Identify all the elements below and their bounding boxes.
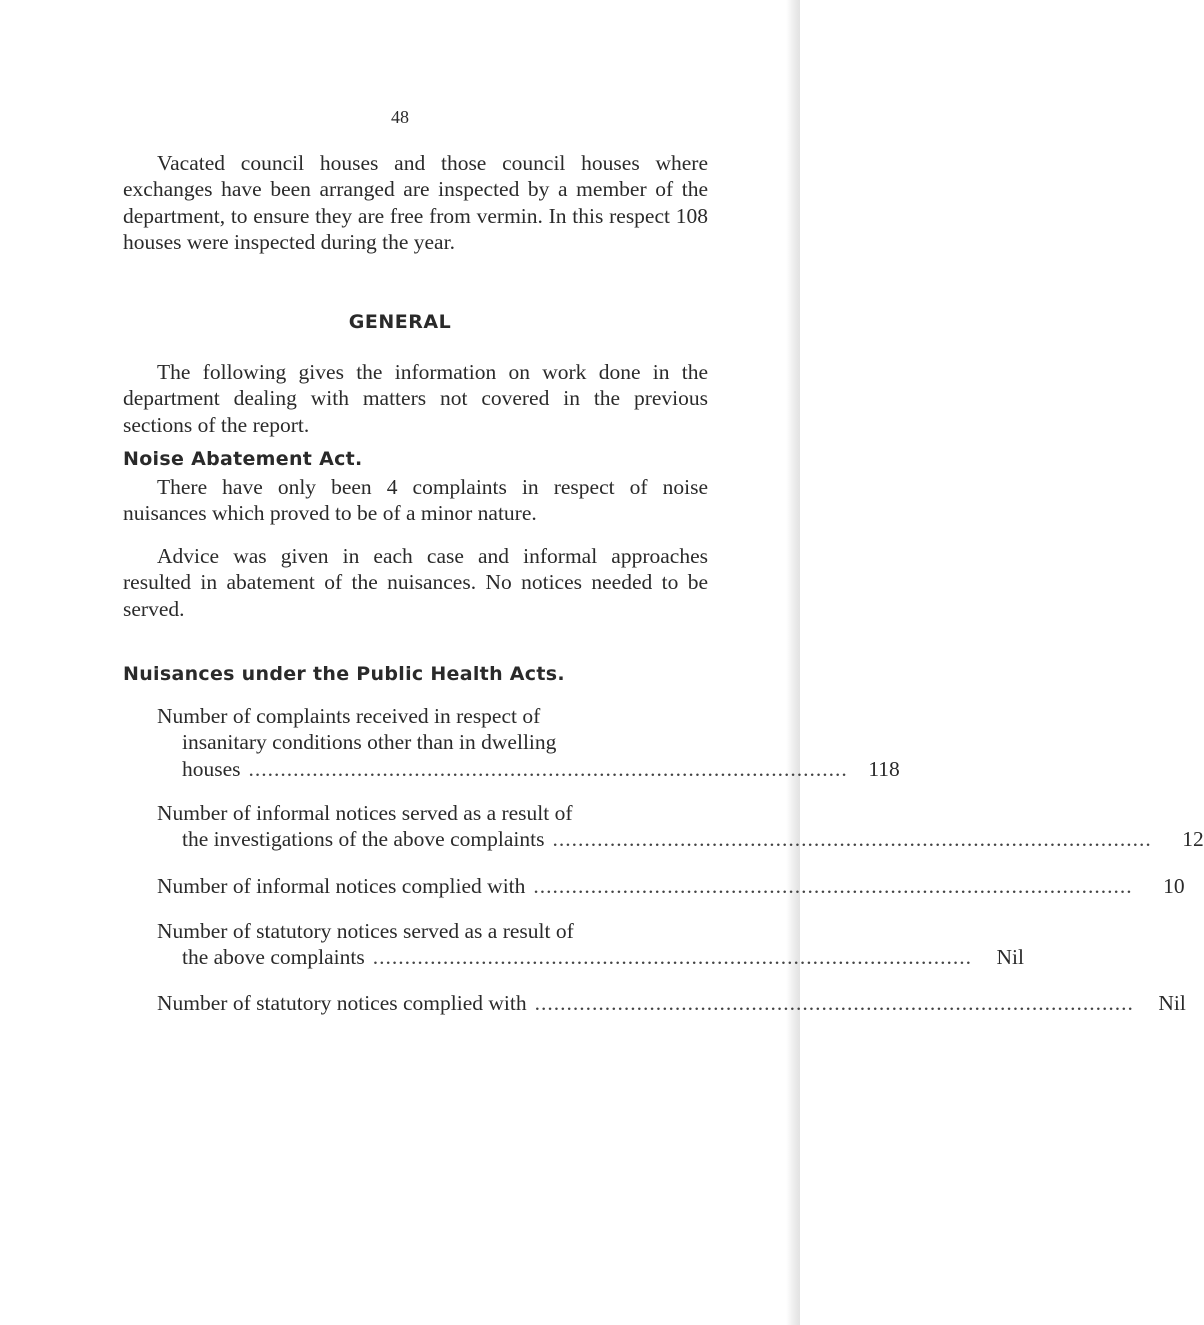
list-item-label: the investigations of the above complaints <box>182 827 545 852</box>
general-paragraph <box>123 359 708 438</box>
list-item-value: 12 <box>1182 827 1204 852</box>
list-item-statutory-notices-served <box>157 918 1024 971</box>
list-item-last-line <box>157 990 1186 1016</box>
list-item-label: Number of informal notices complied with <box>157 874 526 898</box>
list-item-label: houses <box>182 756 241 781</box>
dot-leader: .............................................................................................. <box>533 874 1133 898</box>
list-item-label: Number of statutory notices complied with <box>157 991 527 1015</box>
general-heading: GENERAL <box>348 311 452 333</box>
noise-paragraph-2 <box>123 543 708 622</box>
list-item-value: 118 <box>868 756 900 781</box>
dot-leader: .............................................................................................. <box>534 991 1134 1015</box>
list-item-line: Number of complaints received in respect of <box>157 704 541 728</box>
list-item-last-line <box>157 944 1024 970</box>
dot-leader: .............................................................................................. <box>552 827 1152 852</box>
list-item-informal-notices-complied <box>157 873 1185 899</box>
dot-leader: .............................................................................................. <box>372 945 972 970</box>
page-number: 48 <box>391 107 409 127</box>
noise-paragraph-1-text: There have only been 4 complaints in respect of noise nuisances which proved to be of a minor nature. <box>123 475 708 526</box>
general-paragraph-text: The following gives the information on work done in the department dealing with matters not covered in the previous sections of the report. <box>123 360 708 437</box>
noise-paragraph-2-text: Advice was given in each case and informal approaches resulted in abatement of the nuisances. No notices needed to be served. <box>123 544 708 621</box>
noise-abatement-heading: Noise Abatement Act. <box>123 448 363 470</box>
list-item-line: insanitary conditions other than in dwelling <box>182 730 557 755</box>
page-edge-shadow <box>786 0 800 1325</box>
list-item-last-line <box>157 756 900 782</box>
list-item-value: 10 <box>1163 874 1185 898</box>
list-item-informal-notices-served <box>157 800 1204 853</box>
list-item-statutory-notices-complied <box>157 990 1186 1016</box>
dot-leader: .............................................................................................. <box>248 756 848 781</box>
list-item-line: Number of statutory notices served as a result of <box>157 919 574 943</box>
list-item-label: the above complaints <box>182 945 365 970</box>
intro-paragraph <box>123 150 708 255</box>
nuisances-heading: Nuisances under the Public Health Acts. <box>123 663 565 685</box>
noise-paragraph-1 <box>123 474 708 527</box>
list-item-line: Number of informal notices served as a result of <box>157 801 573 825</box>
list-item-complaints-received <box>157 703 900 782</box>
list-item-last-line <box>157 826 1204 852</box>
list-item-value: Nil <box>1158 991 1186 1015</box>
intro-paragraph-text: Vacated council houses and those council houses where exchanges have been arranged are inspected by a member of the department, to ensure they are free from vermin. In this respect 108 houses were inspected during the year. <box>123 151 708 254</box>
list-item-value: Nil <box>996 945 1024 970</box>
list-item-last-line <box>157 873 1185 899</box>
